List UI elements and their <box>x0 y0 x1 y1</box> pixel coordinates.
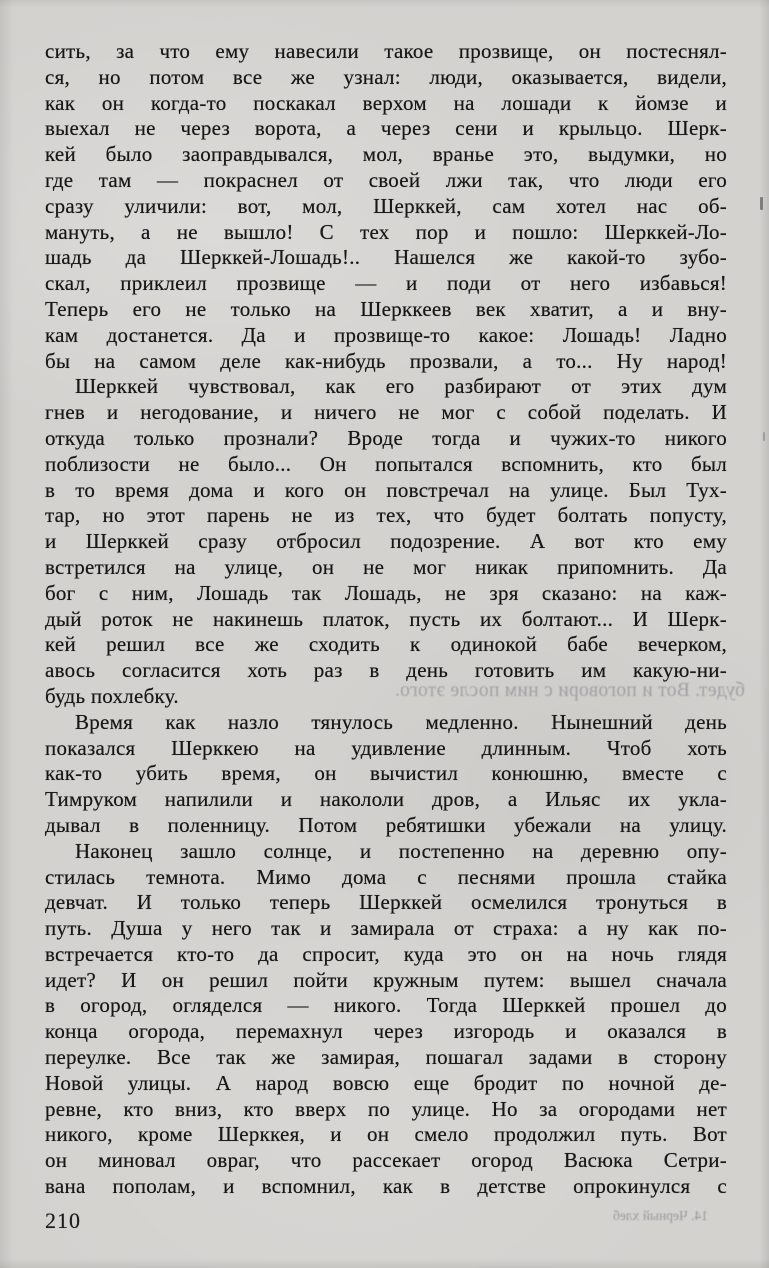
text-line: как он когда-то поскакал верхом на лошади к йомзе и <box>45 90 727 115</box>
paragraph <box>45 39 727 374</box>
text-line: бы на самом деле как-нибудь прозвали, а то... Ну народ! <box>45 348 727 373</box>
text-line: Время как назло тянулось медленно. Нынешний день <box>75 709 727 734</box>
text-line: показался Шерккею на удивление длинным. Чтоб хоть <box>45 735 727 760</box>
scan-edge-mark <box>763 432 765 441</box>
text-line: Шерккей чувствовал, как его разбирают от этих дум <box>75 374 727 399</box>
bleedthrough-footer-text: 14. Черный хлеб <box>612 1208 708 1223</box>
text-line: дый роток не накинешь платок, пусть их болтают... И Шерк- <box>45 606 727 631</box>
text-line: будь похлебку. <box>45 683 179 708</box>
text-line: ревне, кто вниз, кто вверх по улице. Но за огородами нет <box>45 1096 727 1121</box>
bleedthrough-inline-text: будет. Вот и поговори с ним после этого. <box>394 680 745 701</box>
text-line: тар, но этот парень не из тех, что будет болтать попусту, <box>45 503 727 528</box>
text-line: сить, за что ему навесили такое прозвище, он постеснял- <box>45 39 727 63</box>
text-line: Наконец зашло солнце, и постепенно на деревню опу- <box>75 838 727 863</box>
text-line: выехал не через ворота, а через сени и крыльцо. Шерк- <box>45 116 727 141</box>
scan-edge-mark <box>760 197 763 210</box>
text-line: сразу уличили: вот, мол, Шерккей, сам хотел нас об- <box>45 193 727 218</box>
text-line: откуда только прознали? Вроде тогда и чужих-то никого <box>45 425 727 450</box>
text-line: авось согласится хоть раз в день готовить им какую-ни- <box>45 658 727 683</box>
text-line: вана пополам, и вспомнил, как в детстве опрокинулся с <box>45 1174 727 1199</box>
text-line: идет? И он решил пойти кружным путем: вышел сначала <box>45 967 727 992</box>
paragraph <box>45 839 727 1200</box>
text-line: Тимруком напилили и накололи дров, а Ильяс их укла- <box>45 787 727 812</box>
text-line: в огород, огляделся — никого. Тогда Шерккей прошел до <box>45 993 727 1018</box>
text-line: и Шерккей сразу отбросил подозрение. А вот кто ему <box>45 529 727 554</box>
text-line: переулке. Все так же замирая, пошагал задами в сторону <box>45 1045 727 1070</box>
text-block <box>45 39 727 1200</box>
text-line: гнев и негодование, и ничего не мог с собой поделать. И <box>45 400 727 425</box>
text-line: стилась темнота. Мимо дома с песнями прошла стайка <box>45 864 727 889</box>
text-line: как-то убить время, он вычистил конюшню, вместе с <box>45 761 727 786</box>
text-line: ся, но потом все же узнал: люди, оказывается, видели, <box>45 64 727 89</box>
text-line: никого, кроме Шерккея, и он смело продолжил путь. Вот <box>45 1122 727 1147</box>
text-line: конца огорода, перемахнул через изгородь и оказался в <box>45 1019 727 1044</box>
paragraph <box>45 374 727 709</box>
text-line: встречается кто-то да спросит, куда это он на ночь глядя <box>45 941 727 966</box>
page-number: 210 <box>45 1208 81 1233</box>
text-line: путь. Душа у него так и замирала от страха: а ну как по- <box>45 916 727 941</box>
paragraph <box>45 710 727 839</box>
text-line: Теперь его не только на Шерккеев век хватит, а и вну- <box>45 296 727 321</box>
text-line: в то время дома и кого он повстречал на улице. Был Тух- <box>45 477 727 502</box>
text-line: девчат. И только теперь Шерккей осмелился тронуться в <box>45 890 727 915</box>
text-line: где там — покраснел от своей лжи так, что люди его <box>45 167 727 192</box>
text-line: дывал в поленницу. Потом ребятишки убежали на улицу. <box>45 812 727 837</box>
text-line: бог с ним, Лошадь так Лошадь, не зря сказано: на каж- <box>45 580 727 605</box>
text-line: он миновал овраг, что рассекает огород Васюка Сетри- <box>45 1148 727 1173</box>
text-line: кам достанется. Да и прозвище-то какое: Лошадь! Ладно <box>45 322 727 347</box>
text-line: встретился на улице, он не мог никак припомнить. Да <box>45 554 727 579</box>
text-line: кей было заоправдывался, мол, вранье это, выдумки, но <box>45 142 727 167</box>
text-line: скал, приклеил прозвище — и поди от него избавься! <box>45 271 727 296</box>
text-line: Новой улицы. А народ вовсю еще бродит по ночной де- <box>45 1070 727 1095</box>
text-line: мануть, а не вышло! С тех пор и пошло: Шерккей-Ло- <box>45 219 727 244</box>
text-line: шадь да Шерккей-Лошадь!.. Нашелся же какой-то зубо- <box>45 245 727 270</box>
text-line: кей решил все же сходить к одинокой бабе вечерком, <box>45 632 727 657</box>
text-line: поблизости не было... Он попытался вспомнить, кто был <box>45 451 727 476</box>
